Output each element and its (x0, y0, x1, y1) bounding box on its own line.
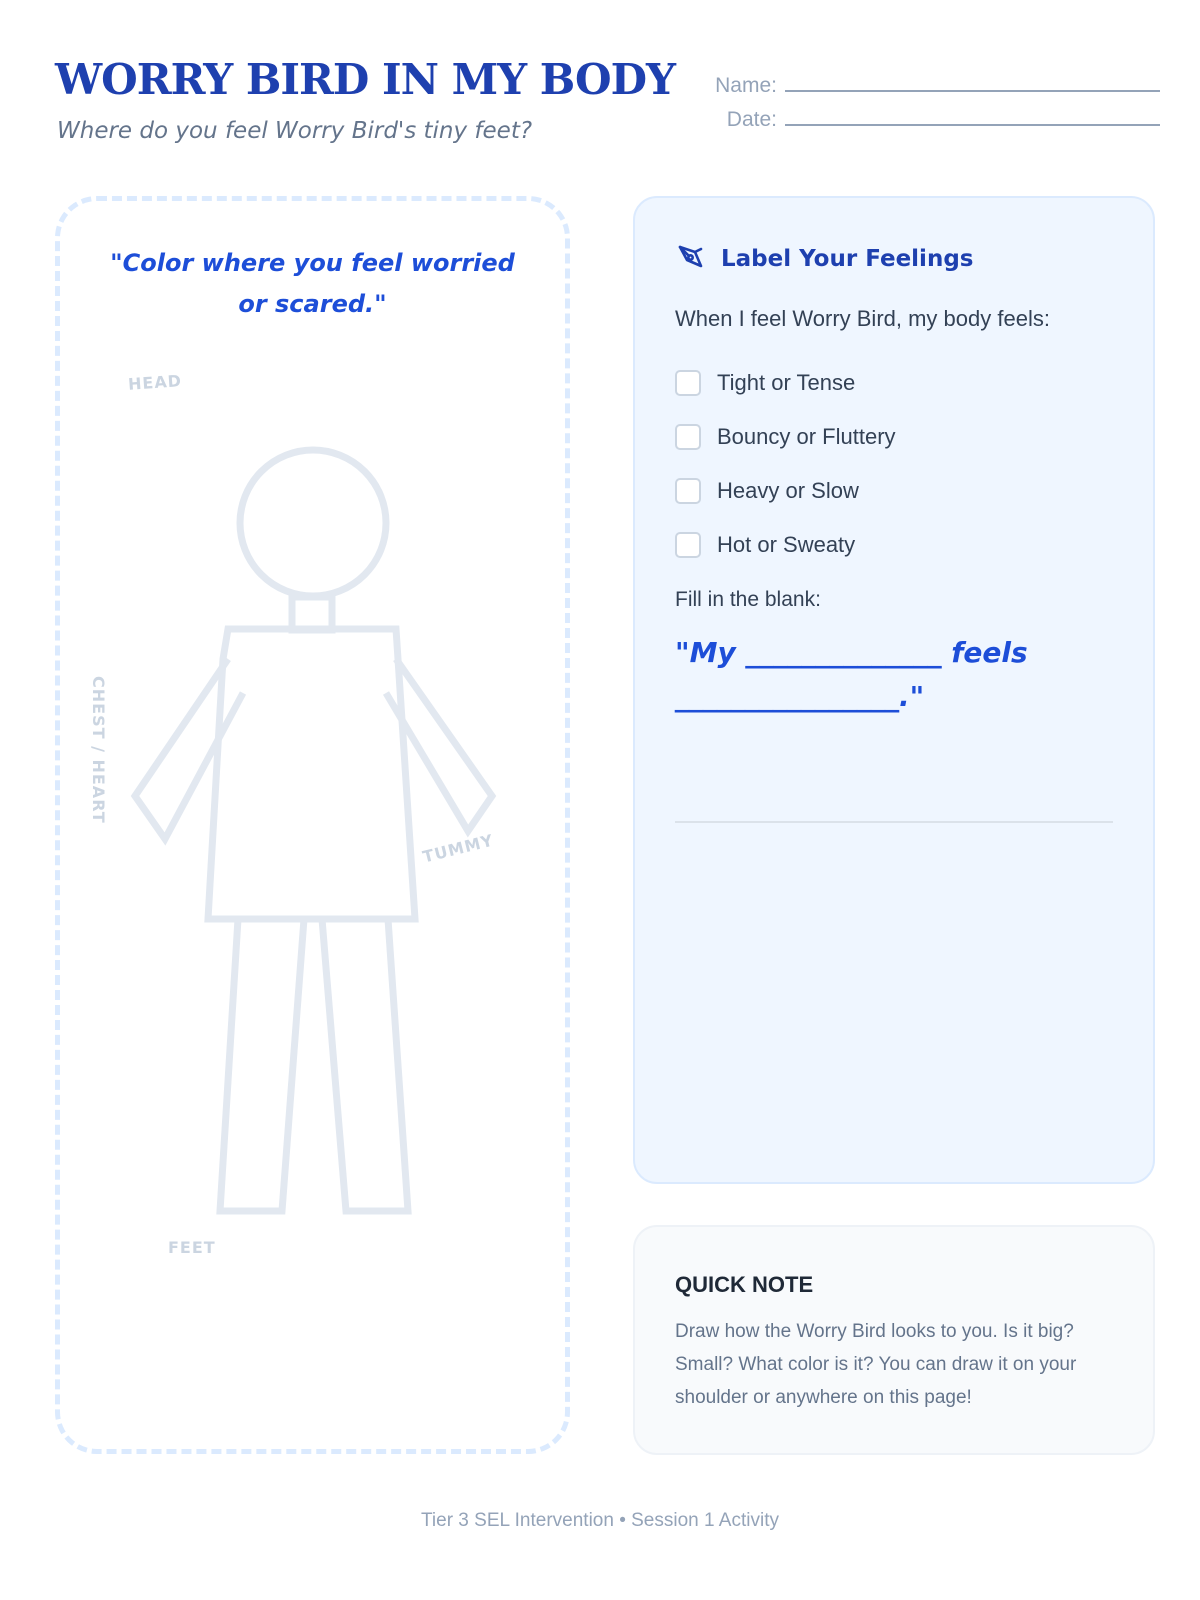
torso-outline (208, 629, 415, 919)
checkbox-item-bouncy[interactable] (675, 410, 896, 464)
feelings-lead: When I feel Worry Bird, my body feels: (675, 306, 1050, 331)
name-line[interactable] (785, 90, 1160, 92)
checkbox[interactable] (675, 478, 701, 504)
label-feelings-card (633, 196, 1155, 1184)
head-label: HEAD (127, 371, 183, 394)
name-field[interactable] (715, 74, 1160, 98)
checkbox-label: Hot or Sweaty (717, 532, 856, 557)
fill-blank-label: Fill in the blank: (675, 588, 821, 611)
pencil-icon (675, 240, 707, 277)
checkbox[interactable] (675, 370, 701, 396)
date-line[interactable] (785, 124, 1160, 126)
card-header (675, 240, 973, 277)
checkbox-item-tight[interactable] (675, 356, 896, 410)
date-label: Date: (726, 108, 777, 131)
page-title: WORRY BIRD IN MY BODY (55, 55, 675, 104)
body-drawing-panel[interactable] (55, 196, 570, 1454)
head-outline (240, 450, 386, 596)
left-arm-outline (135, 659, 243, 839)
quick-note-card (633, 1225, 1155, 1455)
drawing-prompt: "Color where you feel worried or scared." (110, 249, 515, 318)
date-field[interactable] (727, 108, 1160, 132)
checkbox-label: Bouncy or Fluttery (717, 424, 896, 449)
writing-line[interactable] (675, 821, 1113, 823)
tummy-label: TUMMY (420, 830, 496, 867)
note-text: Draw how the Worry Bird looks to you. Is it big? Small? What color is it? You can draw it on your shoulder or anywhere on this page! (675, 1321, 1077, 1408)
checkbox-label: Heavy or Slow (717, 478, 859, 503)
checkbox[interactable] (675, 532, 701, 558)
checkbox[interactable] (675, 424, 701, 450)
note-title: QUICK NOTE (675, 1272, 814, 1297)
checkbox-item-hot[interactable] (675, 518, 896, 572)
fill-blank-sentence[interactable]: "My ______________ feels ________________." (675, 636, 1028, 713)
checkbox-item-heavy[interactable] (675, 464, 896, 518)
neck-outline (292, 597, 332, 630)
footer-text: Tier 3 SEL Intervention • Session 1 Activity (421, 1510, 779, 1531)
feelings-checklist (675, 356, 896, 572)
page-subtitle: Where do you feel Worry Bird's tiny feet? (57, 118, 533, 144)
name-label: Name: (715, 74, 777, 97)
right-leg-outline (322, 919, 408, 1211)
feet-label: FEET (168, 1238, 216, 1257)
left-leg-outline (220, 919, 304, 1211)
card-title: Label Your Feelings (721, 245, 974, 272)
chest-label: CHEST / HEART (89, 676, 108, 824)
checkbox-label: Tight or Tense (717, 370, 856, 395)
